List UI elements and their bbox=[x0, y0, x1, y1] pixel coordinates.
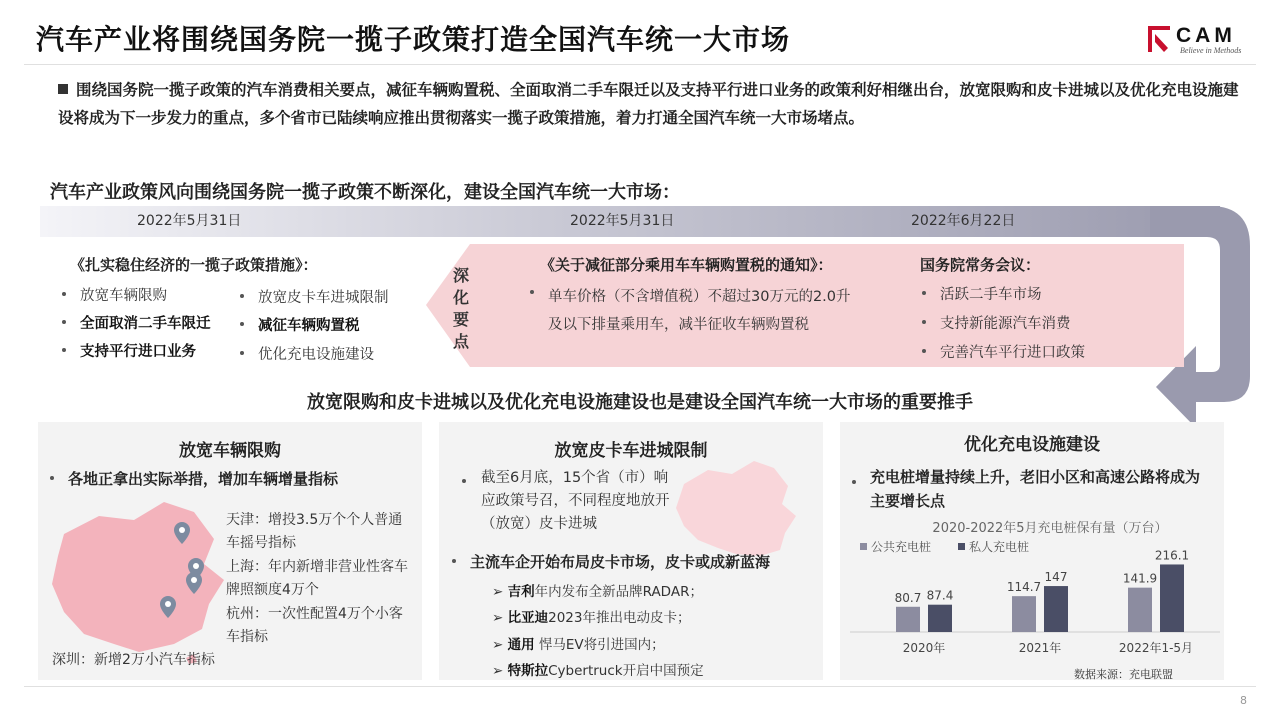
timeline-heading: 汽车产业政策风向围绕国务院一揽子政策不断深化，建设全国汽车统一大市场： bbox=[50, 182, 680, 203]
bar bbox=[928, 605, 952, 632]
bar bbox=[1160, 564, 1184, 632]
note-shenzhen: 深圳：新增2万小汽车指标 bbox=[52, 652, 215, 668]
date-3: 2022年6月22日 bbox=[911, 213, 1016, 229]
logo-text: CAM bbox=[1176, 24, 1236, 47]
intro-text: 围绕国务院一揽子政策的汽车消费相关要点，减征车辆购置税、全面取消二手车限迁以及支持平行进口业务的政策利好相继出台，放宽限购和皮卡进城以及优化充电设施建设将成为下一步发力的重点，多个省市已陆续响应推出贯彻落实一揽子政策措施，着力打通全国汽车统一大市场堵点。 bbox=[58, 81, 1239, 127]
panel-bullet: 充电桩增量持续上升，老旧小区和高速公路将成为主要增长点 bbox=[870, 468, 1201, 510]
deepen-label: 深化要点 bbox=[452, 266, 469, 351]
panel-bullet: 主流车企开始布局皮卡市场，皮卡或成新蓝海 bbox=[452, 550, 770, 574]
pickup-item: ➢ 特斯拉Cybertruck开启中国预定 bbox=[492, 663, 704, 679]
data-label: 87.4 bbox=[926, 588, 954, 603]
data-source: 数据来源：充电联盟 bbox=[1074, 668, 1173, 681]
panel-bullet: 截至6月底，15个省（市）响应政策号召，不同程度地放开（放宽）皮卡进城 bbox=[481, 470, 670, 532]
page-number: 8 bbox=[1240, 694, 1247, 707]
pickup-item: ➢ 吉利年内发布全新品牌RADAR； bbox=[492, 584, 703, 600]
panel-title: 放宽车辆限购 bbox=[179, 441, 281, 461]
bullet-dot bbox=[530, 283, 548, 302]
policy-text-middle: 单车价格（不含增值税）不超过30万元的2.0升及以下排量乘用车，减半征收车辆购置税 bbox=[548, 289, 851, 333]
legend-label: 私人充电桩 bbox=[969, 540, 1030, 554]
category-label: 2020年 bbox=[902, 641, 946, 655]
panel-title: 优化充电设施建设 bbox=[964, 435, 1100, 455]
panel-title: 放宽皮卡车进城限制 bbox=[554, 441, 708, 461]
section-heading: 放宽限购和皮卡进城以及优化充电设施建设也是建设全国汽车统一大市场的重要推手 bbox=[307, 392, 973, 413]
pickup-item: ➢ 通用 悍马EV将引进国内； bbox=[492, 637, 665, 653]
bullet-dot bbox=[852, 473, 870, 492]
policy-item: 完善汽车平行进口政策 bbox=[922, 341, 1085, 362]
header-divider bbox=[24, 64, 1256, 65]
date-1: 2022年5月31日 bbox=[137, 213, 242, 229]
date-2: 2022年5月31日 bbox=[570, 213, 675, 229]
category-label: 2022年1-5月 bbox=[1118, 641, 1194, 655]
policy-item: 全面取消二手车限迁 bbox=[62, 312, 211, 333]
bar bbox=[1128, 588, 1152, 632]
logo-slogan: Believe in Methods bbox=[1180, 46, 1242, 55]
bar bbox=[1044, 586, 1068, 632]
note-hangzhou: 杭州：一次性配置4万个小客车指标 bbox=[226, 606, 403, 645]
data-label: 80.7 bbox=[894, 590, 922, 605]
footer-divider bbox=[24, 686, 1256, 687]
pickup-item: ➢ 比亚迪2023年推出电动皮卡； bbox=[492, 610, 691, 626]
policy-item: 优化充电设施建设 bbox=[240, 343, 374, 364]
chart-title: 2020-2022年5月充电桩保有量（万台） bbox=[932, 521, 1168, 536]
policy-item: 支持平行进口业务 bbox=[62, 340, 196, 361]
policy-item: 放宽车辆限购 bbox=[62, 284, 167, 305]
data-label: 216.1 bbox=[1154, 548, 1190, 563]
legend-label: 公共充电桩 bbox=[871, 540, 932, 554]
policy-item: 减征车辆购置税 bbox=[240, 314, 360, 335]
policy-title-right: 国务院常务会议： bbox=[920, 256, 1041, 274]
china-map-faded-icon bbox=[670, 456, 810, 556]
china-map-icon bbox=[44, 494, 244, 664]
policy-item: 活跃二手车市场 bbox=[922, 283, 1042, 304]
note-tianjin: 天津：增投3.5万个个人普通车摇号指标 bbox=[226, 512, 403, 551]
policy-title-middle: 《关于减征部分乘用车车辆购置税的通知》： bbox=[540, 256, 833, 274]
cam-logo-icon bbox=[1148, 26, 1170, 52]
bullet-dot bbox=[462, 472, 480, 491]
data-label: 114.7 bbox=[1006, 580, 1042, 595]
square-bullet-icon bbox=[58, 84, 68, 94]
data-label: 141.9 bbox=[1122, 571, 1158, 586]
policy-title-left: 《扎实稳住经济的一揽子政策措施》： bbox=[70, 256, 318, 274]
policy-item: 放宽皮卡车进城限制 bbox=[240, 286, 389, 307]
note-shanghai: 上海：年内新增非营业性客车牌照额度4万个 bbox=[226, 559, 408, 598]
intro-paragraph bbox=[58, 76, 1253, 132]
bar bbox=[896, 607, 920, 632]
panel-bullet: 各地正拿出实际举措，增加车辆增量指标 bbox=[50, 467, 338, 491]
bar bbox=[1012, 596, 1036, 632]
chart-svg bbox=[850, 536, 1220, 666]
policy-item: 支持新能源汽车消费 bbox=[922, 312, 1071, 333]
legend-swatch bbox=[958, 543, 965, 550]
legend-swatch bbox=[860, 543, 867, 550]
category-label: 2021年 bbox=[1018, 641, 1062, 655]
page-title: 汽车产业将围绕国务院一揽子政策打造全国汽车统一大市场 bbox=[36, 23, 791, 56]
data-label: 147 bbox=[1044, 570, 1068, 585]
